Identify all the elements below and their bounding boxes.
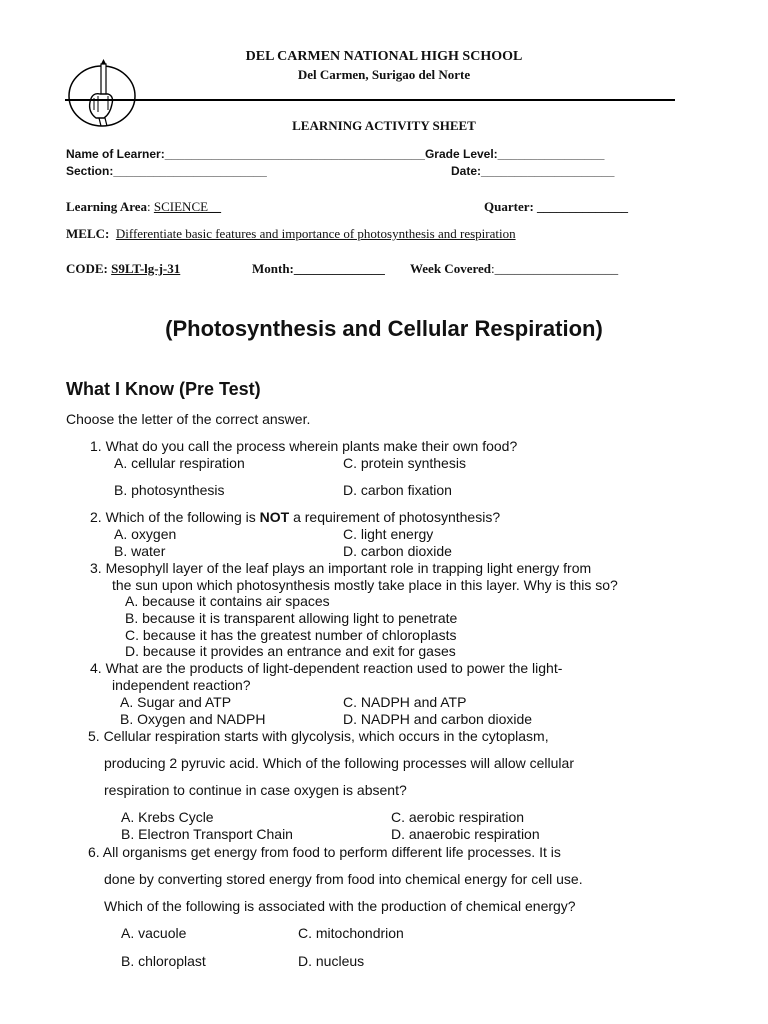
week-value: :___________________ [491,261,619,276]
quarter-field[interactable]: Quarter: ______________ [484,199,629,214]
q2-text-pre: 2. Which of the following is [90,509,260,525]
learning-area-label: Learning Area [66,199,148,214]
q3-text-line2: the sun upon which photosynthesis mostly take place in this layer. Why is this so? [112,577,618,593]
q1-option-c[interactable]: C. protein synthesis [343,455,466,471]
q5-option-a[interactable]: A. Krebs Cycle [121,809,214,825]
school-address: Del Carmen, Surigao del Norte [297,67,471,82]
q6-text-line2: done by converting stored energy from food into chemical energy for cell use. [104,871,583,887]
q2-option-d[interactable]: D. carbon dioxide [343,543,452,559]
q3-option-c[interactable]: C. because it has the greatest number of chloroplasts [125,627,457,643]
q5-text-line3: respiration to continue in case oxygen is absent? [104,782,407,798]
sheet-title: LEARNING ACTIVITY SHEET [292,118,476,133]
q3-option-d[interactable]: D. because it provides an entrance and exit for gases [125,643,456,659]
learning-area-value: SCIENCE__ [153,199,222,214]
q4-option-b[interactable]: B. Oxygen and NADPH [120,711,266,727]
learner-field[interactable]: Name of Learner:_______________________________________Grade Level:________________ [66,147,605,161]
learning-area-sep: : [147,199,154,214]
code [66,261,180,277]
q6-option-a[interactable]: A. vacuole [121,925,187,941]
month-field[interactable]: Month:______________ [252,261,385,276]
q5-text-line2: producing 2 pyruvic acid. Which of the following processes will allow cellular [104,755,574,771]
week-covered[interactable] [410,261,618,277]
section-title: What I Know (Pre Test) [66,379,261,399]
header-divider [65,99,675,101]
learning-area [66,199,221,215]
q2-option-b[interactable]: B. water [114,543,166,559]
date-field[interactable]: Date:____________________ [451,164,615,178]
q6-option-d[interactable]: D. nucleus [298,953,365,969]
main-title: (Photosynthesis and Cellular Respiration) [165,316,603,341]
melc-value: Differentiate basic features and importance of photosynthesis and respiration [115,226,516,241]
q6-text-line3: Which of the following is associated with the production of chemical energy? [104,898,576,914]
q1-text: 1. What do you call the process wherein plants make their own food? [90,438,518,454]
section-field[interactable]: Section:_______________________ [66,164,267,178]
melc-label: MELC: [66,226,110,241]
melc [66,226,516,242]
q2-text [90,509,500,525]
q3-text-line1: 3. Mesophyll layer of the leaf plays an important role in trapping light energy from [90,560,592,576]
q2-text-bold: NOT [259,509,290,525]
q6-option-b[interactable]: B. chloroplast [121,953,206,969]
q5-option-c[interactable]: C. aerobic respiration [391,809,525,825]
q1-option-b[interactable]: B. photosynthesis [114,482,225,498]
q4-option-d[interactable]: D. NADPH and carbon dioxide [343,711,533,727]
week-label: Week Covered [410,261,491,276]
q4-text-line1: 4. What are the products of light-dependent reaction used to power the light- [90,660,563,676]
q1-option-d[interactable]: D. carbon fixation [343,482,452,498]
code-label: CODE: [66,261,108,276]
q6-text-line1: 6. All organisms get energy from food to perform different life processes. It is [88,844,561,860]
q6-option-c[interactable]: C. mitochondrion [298,925,404,941]
q2-option-c[interactable]: C. light energy [343,526,434,542]
code-value: S9LT-lg-j-31 [111,261,181,276]
instruction: Choose the letter of the correct answer. [66,411,311,427]
school-name: DEL CARMEN NATIONAL HIGH SCHOOL [245,49,523,64]
q3-option-a[interactable]: A. because it contains air spaces [125,593,330,609]
q4-text-line2: independent reaction? [112,677,251,693]
q4-option-c[interactable]: C. NADPH and ATP [343,694,467,710]
q2-text-post: a requirement of photosynthesis? [289,509,501,525]
q5-option-d[interactable]: D. anaerobic respiration [391,826,540,842]
q3-option-b[interactable]: B. because it is transparent allowing light to penetrate [125,610,458,626]
q1-option-a[interactable]: A. cellular respiration [114,455,245,471]
q2-option-a[interactable]: A. oxygen [114,526,177,542]
q4-option-a[interactable]: A. Sugar and ATP [120,694,232,710]
q5-text-line1: 5. Cellular respiration starts with glycolysis, which occurs in the cytoplasm, [88,728,549,744]
q5-option-b[interactable]: B. Electron Transport Chain [121,826,293,842]
